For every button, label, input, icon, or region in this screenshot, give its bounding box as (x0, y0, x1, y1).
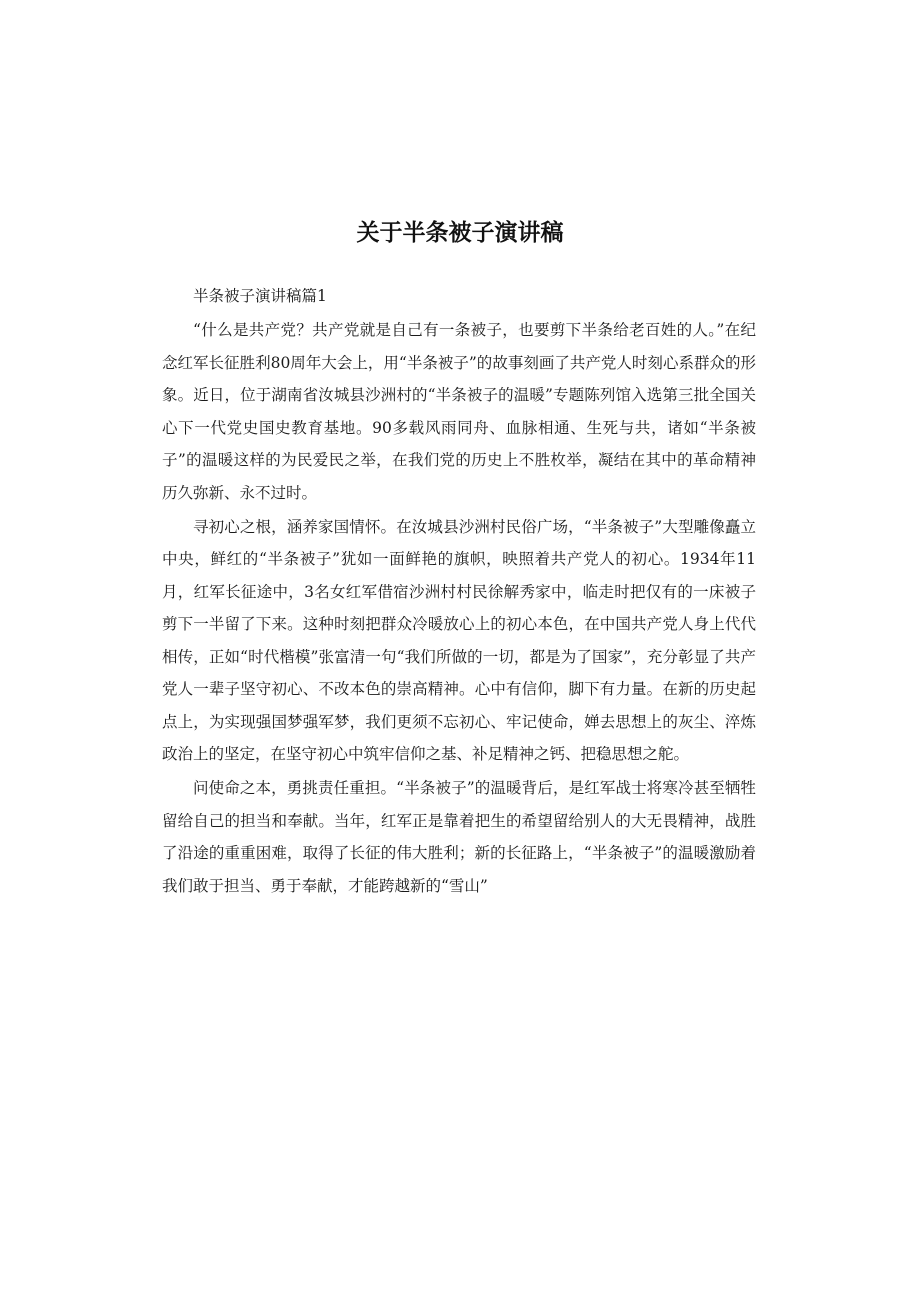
paragraph-3: 问使命之本，勇挑责任重担。“半条被子”的温暖背后，是红军战士将寒冷甚至牺牲留给自己的担当和奉献。当年，红军正是靠着把生的希望留给别人的大无畏精神，战胜了沿途的重重困难，取得了长征的伟大胜利；新的长征路上，“半条被子”的温暖激励着我们敢于担当、勇于奉献，才能跨越新的“雪山” (162, 779, 756, 895)
paragraph-1: “什么是共产党？共产党就是自己有一条被子，也要剪下半条给老百姓的人。”在纪念红军长征胜利80周年大会上，用“半条被子”的故事刻画了共产党人时刻心系群众的形象。近日，位于湖南省汝城县沙洲村的“半条被子的温暖”专题陈列馆入选第三批全国关心下一代党史国史教育基地。90多载风雨同舟、血脉相通、生死与共，诸如“半条被子”的温暖这样的为民爱民之举，在我们党的历史上不胜枚举，凝结在其中的革命精神历久弥新、永不过时。 (162, 321, 756, 502)
paragraph-2: 寻初心之根，涵养家国情怀。在汝城县沙洲村民俗广场，“半条被子”大型雕像矗立中央，鲜红的“半条被子”犹如一面鲜艳的旗帜，映照着共产党人的初心。1934年11月，红军长征途中，3名女红军借宿沙洲村村民徐解秀家中，临走时把仅有的一床被子剪下一半留了下来。这种时刻把群众冷暖放心上的初心本色，在中国共产党人身上代代相传，正如“时代楷模”张富清一句“我们所做的一切，都是为了国家”，充分彰显了共产党人一辈子坚守初心、不改本色的崇高精神。心中有信仰，脚下有力量。在新的历史起点上，为实现强国梦强军梦，我们更须不忘初心、牢记使命，婵去思想上的灰尘、淬炼政治上的坚定，在坚守初心中筑牢信仰之基、补足精神之钙、把稳思想之舵。 (162, 517, 756, 763)
section-heading: 半条被子演讲稿篇1 (193, 287, 327, 305)
document-title: 关于半条被子演讲稿 (356, 220, 564, 246)
document-body (162, 280, 756, 904)
